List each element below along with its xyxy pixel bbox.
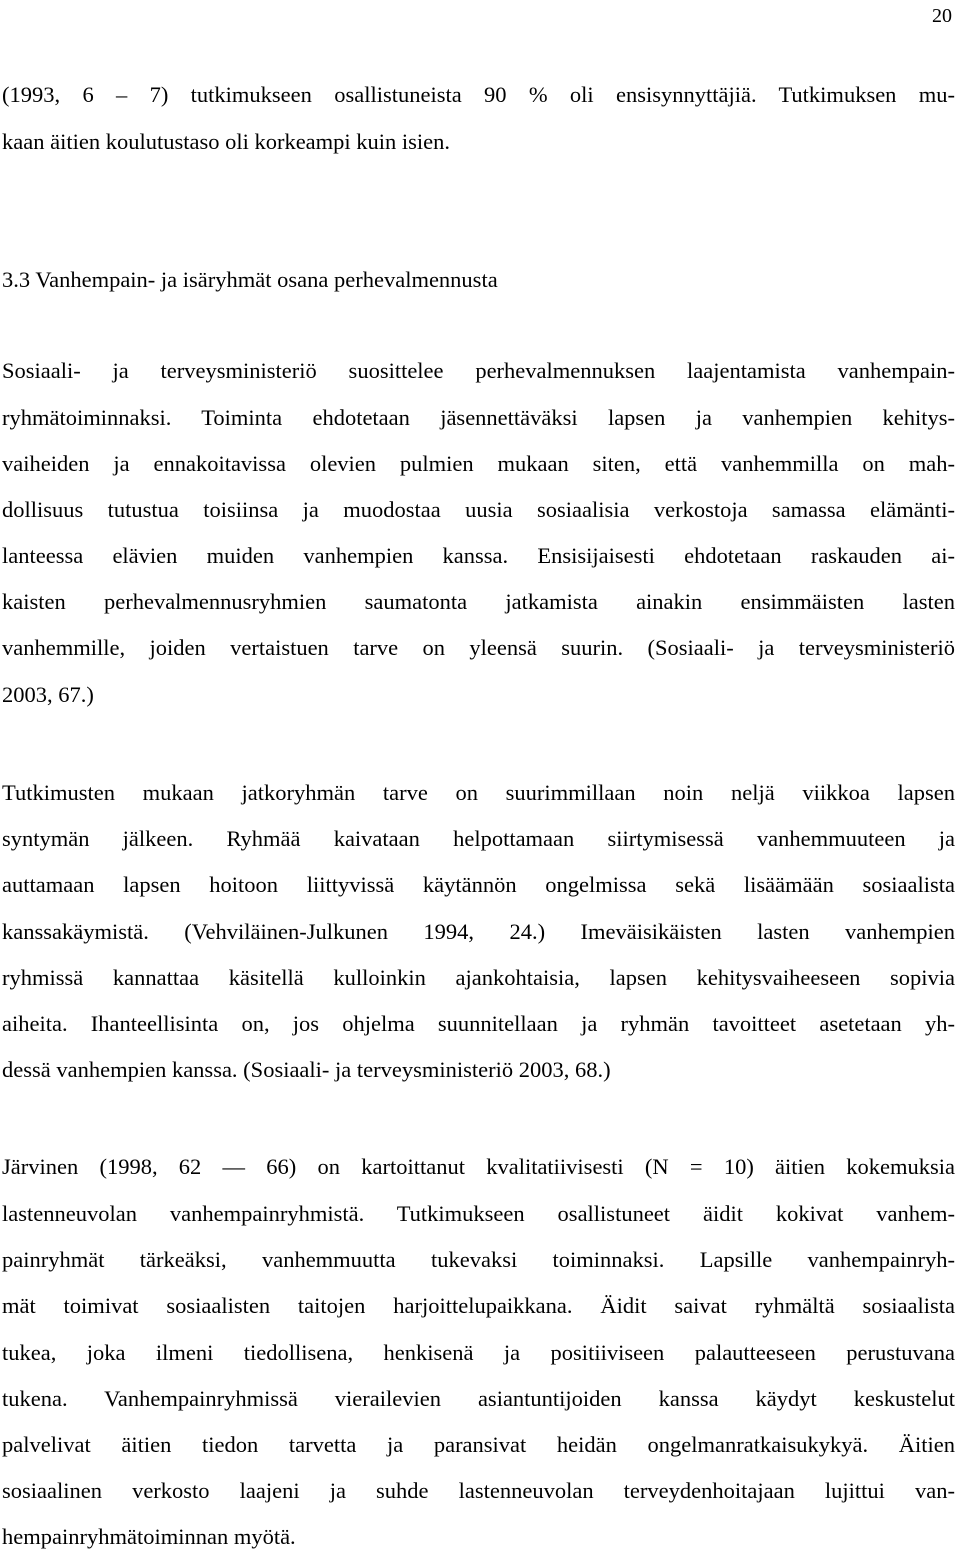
text-line: sosiaalinen verkosto laajeni ja suhde lastenneuvolan terveydenhoitajaan lujittui van- bbox=[2, 1478, 955, 1503]
text-line: dessä vanhempien kanssa. (Sosiaali- ja terveysministeriö 2003, 68.) bbox=[2, 1057, 611, 1082]
text-line: ryhmissä kannattaa käsitellä kulloinkin ajankohtaisia, lapsen kehitysvaiheeseen sopivia bbox=[2, 965, 955, 990]
text-line: Sosiaali- ja terveysministeriö suosittelee perhevalmennuksen laajentamista vanhempain- bbox=[2, 358, 955, 383]
text-line: vaiheiden ja ennakoitavissa olevien pulmien mukaan siten, että vanhemmilla on mah- bbox=[2, 451, 955, 476]
text-line: Järvinen (1998, 62 — 66) on kartoittanut kvalitatiivisesti (N = 10) äitien kokemuksia bbox=[2, 1154, 955, 1179]
text-line: vanhemmille, joiden vertaistuen tarve on yleensä suurin. (Sosiaali- ja terveysministeriö bbox=[2, 635, 955, 660]
text-line: hempainryhmätoiminnan myötä. bbox=[2, 1524, 296, 1549]
section-heading: 3.3 Vanhempain- ja isäryhmät osana perhevalmennusta bbox=[2, 267, 498, 292]
text-line: kanssakäymistä. (Vehviläinen-Julkunen 1994, 24.) Imeväisikäisten lasten vanhempien bbox=[2, 919, 955, 944]
text-line: aiheita. Ihanteellisinta on, jos ohjelma suunnitellaan ja ryhmän tavoitteet asetetaan yh- bbox=[2, 1011, 955, 1036]
text-line: lastenneuvolan vanhempainryhmistä. Tutkimukseen osallistuneet äidit kokivat vanhem- bbox=[2, 1201, 955, 1226]
page-number: 20 bbox=[932, 5, 952, 27]
text-line: dollisuus tutustua toisiinsa ja muodostaa uusia sosiaalisia verkostoja samassa elämänti- bbox=[2, 497, 955, 522]
text-line: kaisten perhevalmennusryhmien saumatonta jatkamista ainakin ensimmäisten lasten bbox=[2, 589, 955, 614]
text-line: syntymän jälkeen. Ryhmää kaivataan helpottamaan siirtymisessä vanhemmuuteen ja bbox=[2, 826, 955, 851]
text-line: 2003, 67.) bbox=[2, 682, 94, 707]
text-line: Tutkimusten mukaan jatkoryhmän tarve on suurimmillaan noin neljä viikkoa lapsen bbox=[2, 780, 955, 805]
text-line: palvelivat äitien tiedon tarvetta ja paransivat heidän ongelmanratkaisukykyä. Äitien bbox=[2, 1432, 955, 1457]
text-line: ryhmätoiminnaksi. Toiminta ehdotetaan jäsennettäväksi lapsen ja vanhempien kehitys- bbox=[2, 405, 955, 430]
text-line: painryhmät tärkeäksi, vanhemmuutta tukevaksi toiminnaksi. Lapsille vanhempainryh- bbox=[2, 1247, 955, 1272]
text-line: kaan äitien koulutustaso oli korkeampi kuin isien. bbox=[2, 129, 451, 154]
text-line: lanteessa elävien muiden vanhempien kanssa. Ensisijaisesti ehdotetaan raskauden ai- bbox=[2, 543, 955, 568]
text-line: auttamaan lapsen hoitoon liittyvissä käytännön ongelmissa sekä lisäämään sosiaalista bbox=[2, 872, 955, 897]
text-line: tukea, joka ilmeni tiedollisena, henkisenä ja positiiviseen palautteeseen perustuvana bbox=[2, 1340, 955, 1365]
text-line: mät toimivat sosiaalisten taitojen harjoittelupaikkana. Äidit saivat ryhmältä sosiaalista bbox=[2, 1293, 955, 1318]
text-line: (1993, 6 – 7) tutkimukseen osallistuneista 90 % oli ensisynnyttäjiä. Tutkimuksen mu- bbox=[2, 82, 955, 107]
text-line: tukena. Vanhempainryhmissä vierailevien asiantuntijoiden kanssa käydyt keskustelut bbox=[2, 1386, 955, 1411]
